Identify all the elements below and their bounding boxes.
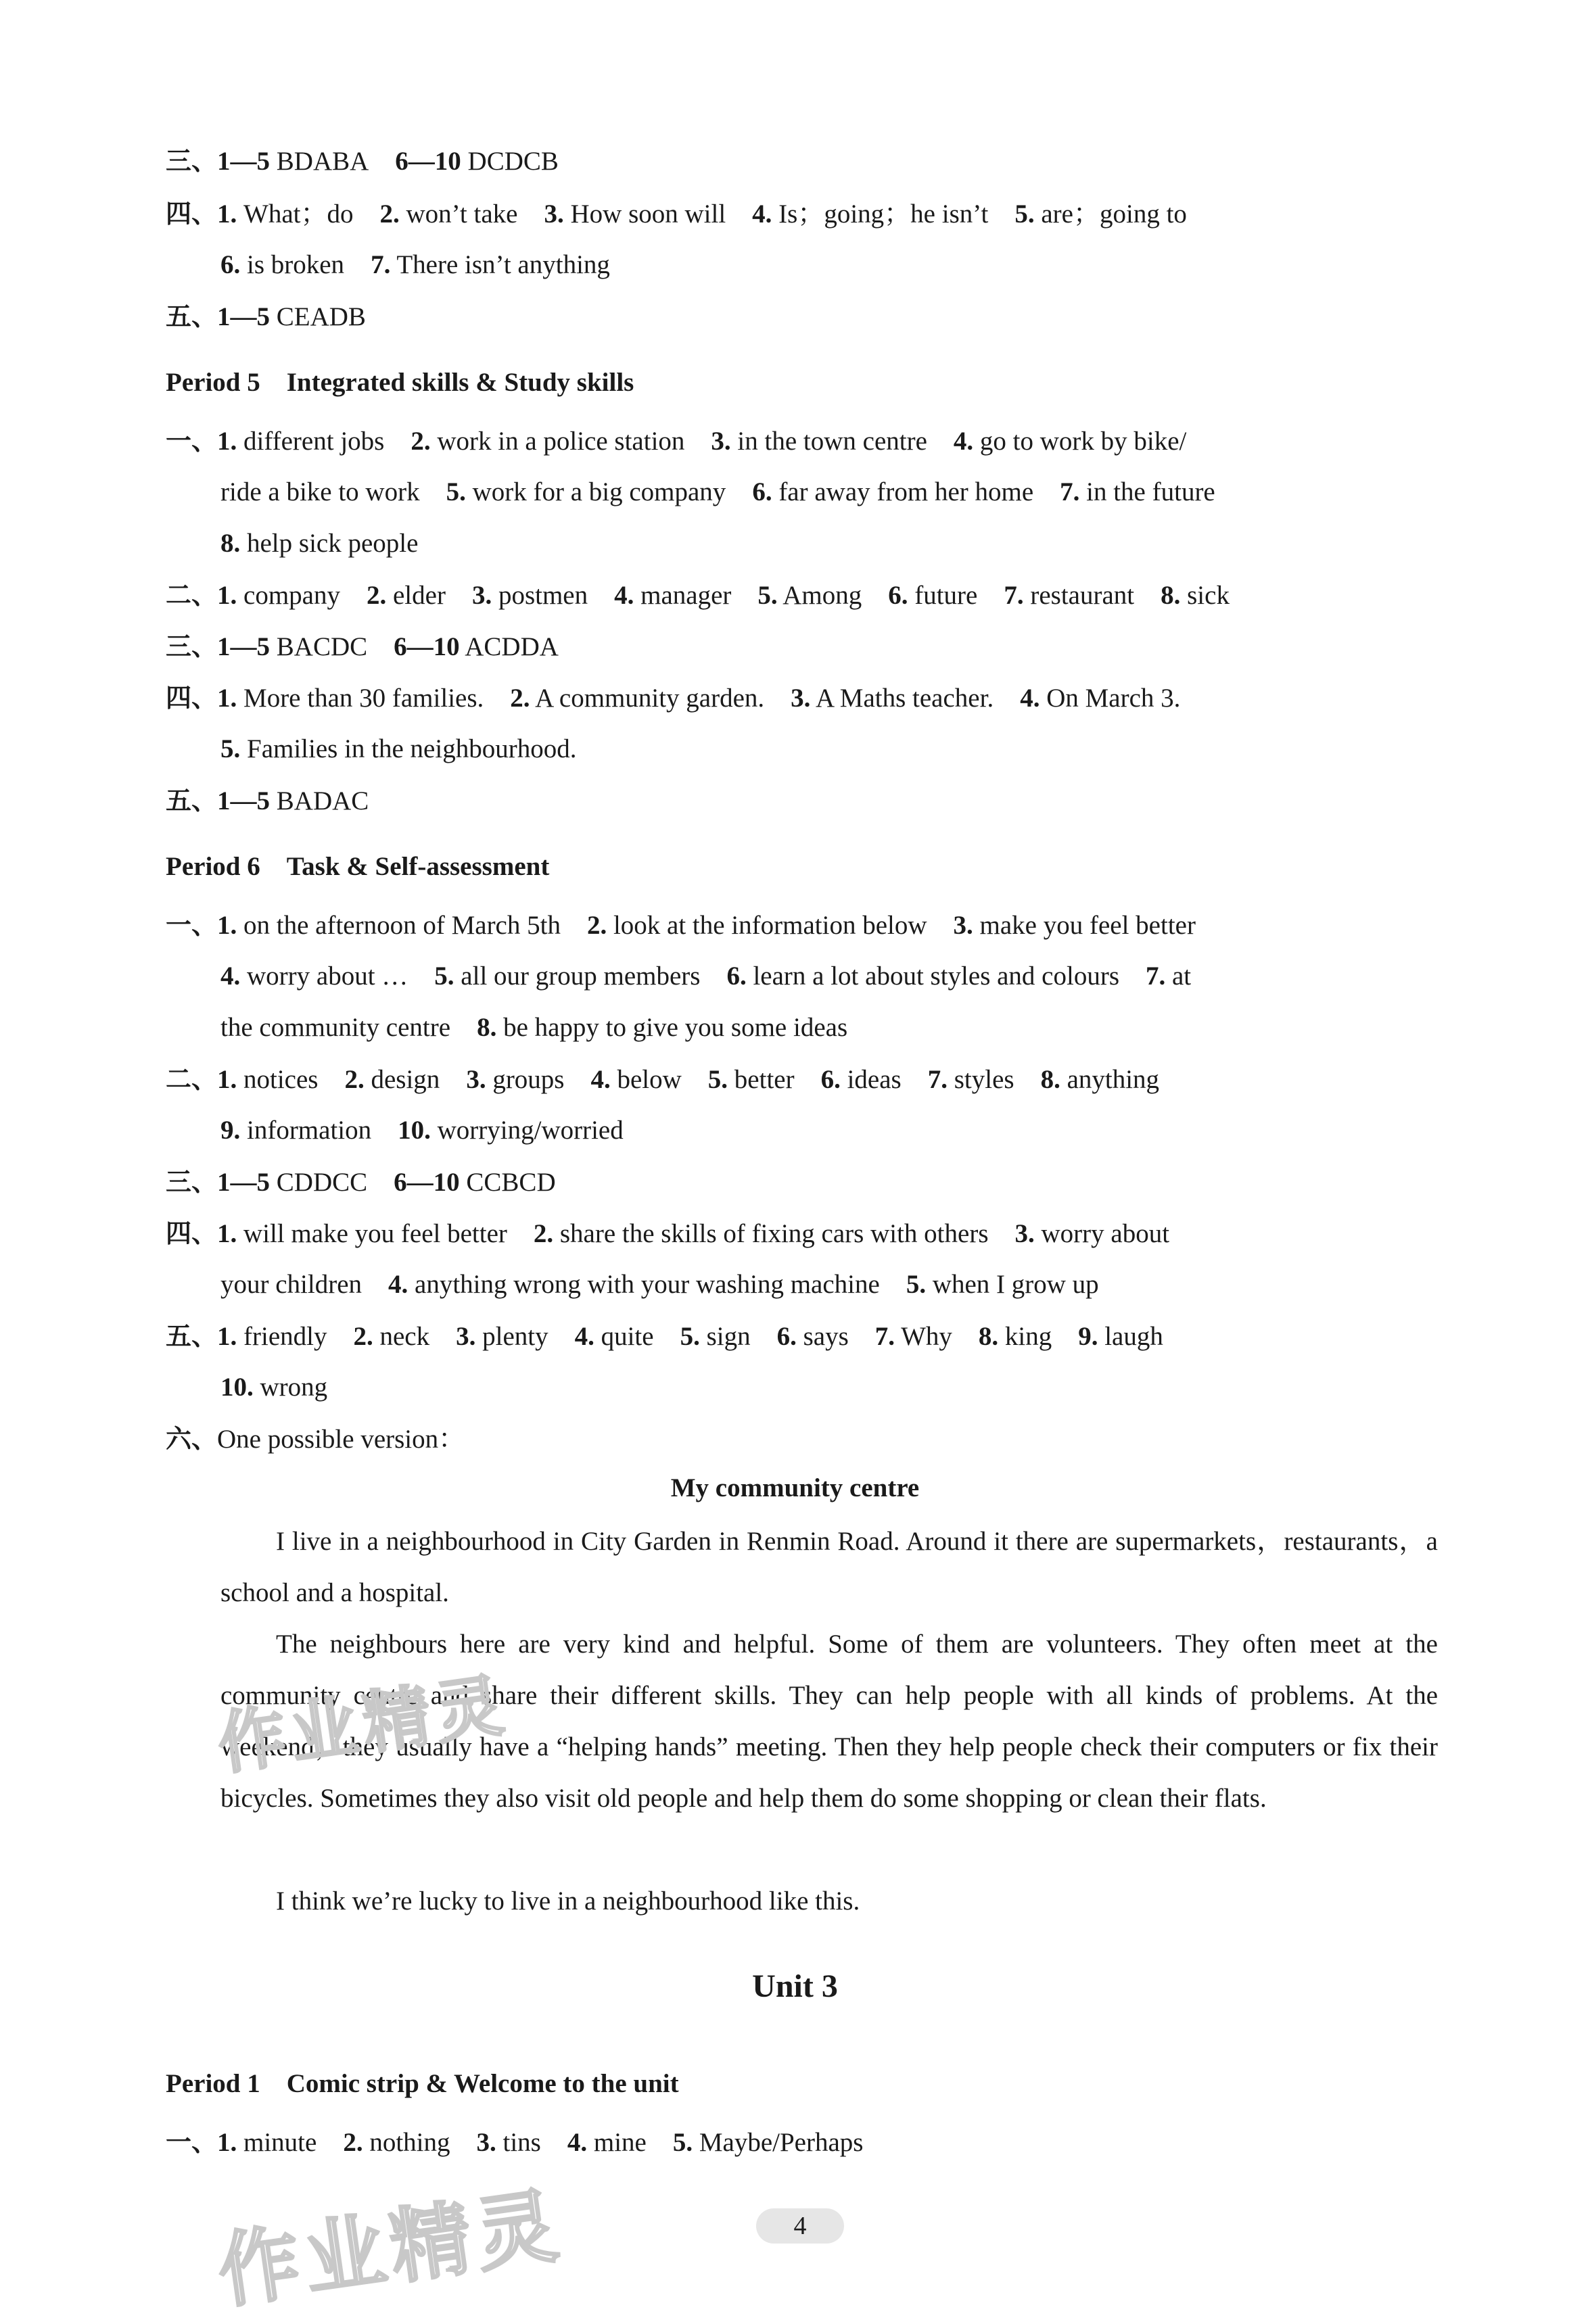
essay-paragraph: The neighbours here are very kind and helpful. Some of them are volunteers. They often meet at the community centre and share their different skills. They can help people with all kinds of problems. At the weekend，they usually have a “helping hands” meeting. Then they help people check their computers or fix their bicycles. Sometimes they also visit old people and help them do some shopping or clean their flats.: [220, 1630, 1438, 1813]
answer-line: 四、1. More than 30 families. 2. A community garden. 3. A Maths teacher. 4. On March 3.: [166, 682, 1181, 713]
watermark: 作业精灵: [212, 2178, 569, 2320]
answer-line: the community centre 8. be happy to give you some ideas: [220, 1013, 848, 1042]
watermark: 作业精灵: [213, 1665, 514, 1784]
answer-line: 10. wrong: [220, 1373, 328, 1402]
essay-paragraph: I live in a neighbourhood in City Garden in Renmin Road. Around it there are supermarkets，restaurants，a school and a hospital.: [220, 1527, 1438, 1607]
essay-title: My community centre: [670, 1473, 920, 1502]
answer-line: 六、One possible version：: [166, 1423, 465, 1454]
answer-line: 一、1. different jobs 2. work in a police station 3. in the town centre 4. go to work by bike/: [166, 425, 1187, 456]
answer-line: 5. Families in the neighbourhood.: [220, 734, 577, 763]
essay-paragraph: I think we’re lucky to live in a neighbourhood like this.: [276, 1887, 860, 1916]
answer-line: 五、1—5 BADAC: [166, 785, 369, 815]
answer-line: 三、1—5 CDDCC 6—10 CCBCD: [166, 1166, 556, 1197]
period-heading: Period 1 Comic strip & Welcome to the unit: [166, 2069, 679, 2098]
period-heading: Period 5 Integrated skills & Study skills: [166, 368, 634, 397]
answer-line: 五、1. friendly 2. neck 3. plenty 4. quite 5. sign 6. says 7. Why 8. king 9. laugh: [166, 1321, 1163, 1351]
answer-line: 一、1. minute 2. nothing 3. tins 4. mine 5. Maybe/Perhaps: [166, 2127, 864, 2157]
answer-line: 四、1. will make you feel better 2. share the skills of fixing cars with others 3. worry about: [166, 1218, 1170, 1248]
answer-line: 五、1—5 CEADB: [166, 301, 366, 331]
unit-title: Unit 3: [752, 1968, 838, 2004]
answer-line: 三、1—5 BACDC 6—10 ACDDA: [166, 631, 559, 661]
period-heading: Period 6 Task & Self-assessment: [166, 852, 550, 881]
answer-line: your children 4. anything wrong with your washing machine 5. when I grow up: [220, 1270, 1099, 1299]
answer-line: ride a bike to work 5. work for a big company 6. far away from her home 7. in the future: [220, 477, 1215, 506]
answer-line: 二、1. notices 2. design 3. groups 4. below 5. better 6. ideas 7. styles 8. anything: [166, 1064, 1160, 1094]
answer-line: 8. help sick people: [220, 529, 419, 558]
page-number: 4: [756, 2208, 844, 2244]
answer-line: 三、1—5 BDABA 6—10 DCDCB: [166, 145, 559, 176]
answer-line: 四、1. What；do 2. won’t take 3. How soon will 4. Is；going；he isn’t 5. are；going to: [166, 198, 1187, 229]
answer-line: 4. worry about … 5. all our group members 6. learn a lot about styles and colours 7. at: [220, 962, 1192, 991]
answer-line: 9. information 10. worrying/worried: [220, 1116, 624, 1145]
answer-line: 6. is broken 7. There isn’t anything: [220, 250, 610, 279]
answer-line: 二、1. company 2. elder 3. postmen 4. manager 5. Among 6. future 7. restaurant 8. sick: [166, 579, 1230, 610]
answer-line: 一、1. on the afternoon of March 5th 2. look at the information below 3. make you feel better: [166, 909, 1196, 940]
